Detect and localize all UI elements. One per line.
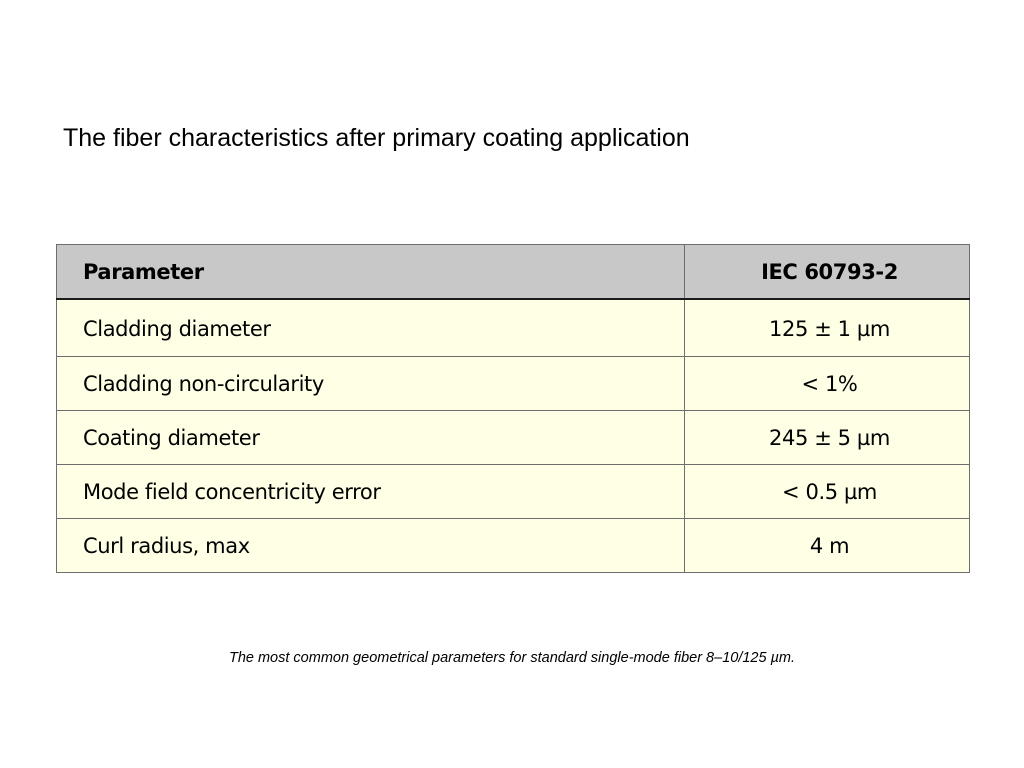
slide-title: The fiber characteristics after primary coating application: [63, 124, 690, 152]
value-cell: < 0.5 µm: [685, 465, 970, 519]
table-header-row: [57, 245, 970, 300]
header-standard: IEC 60793-2: [685, 245, 970, 300]
value-cell: 245 ± 5 µm: [685, 411, 970, 465]
table-row: [57, 465, 970, 519]
parameter-cell: Cladding diameter: [57, 299, 685, 357]
table-row: [57, 519, 970, 573]
table-row: [57, 299, 970, 357]
table-caption: The most common geometrical parameters for standard single-mode fiber 8–10/125 µm.: [228, 650, 796, 666]
parameter-cell: Cladding non-circularity: [57, 357, 685, 411]
value-cell: < 1%: [685, 357, 970, 411]
fiber-parameters-table: [56, 244, 970, 573]
value-cell: 125 ± 1 µm: [685, 299, 970, 357]
parameter-cell: Coating diameter: [57, 411, 685, 465]
table-row: [57, 357, 970, 411]
value-cell: 4 m: [685, 519, 970, 573]
parameter-cell: Curl radius, max: [57, 519, 685, 573]
parameter-cell: Mode field concentricity error: [57, 465, 685, 519]
header-parameter: Parameter: [57, 245, 685, 300]
table-row: [57, 411, 970, 465]
